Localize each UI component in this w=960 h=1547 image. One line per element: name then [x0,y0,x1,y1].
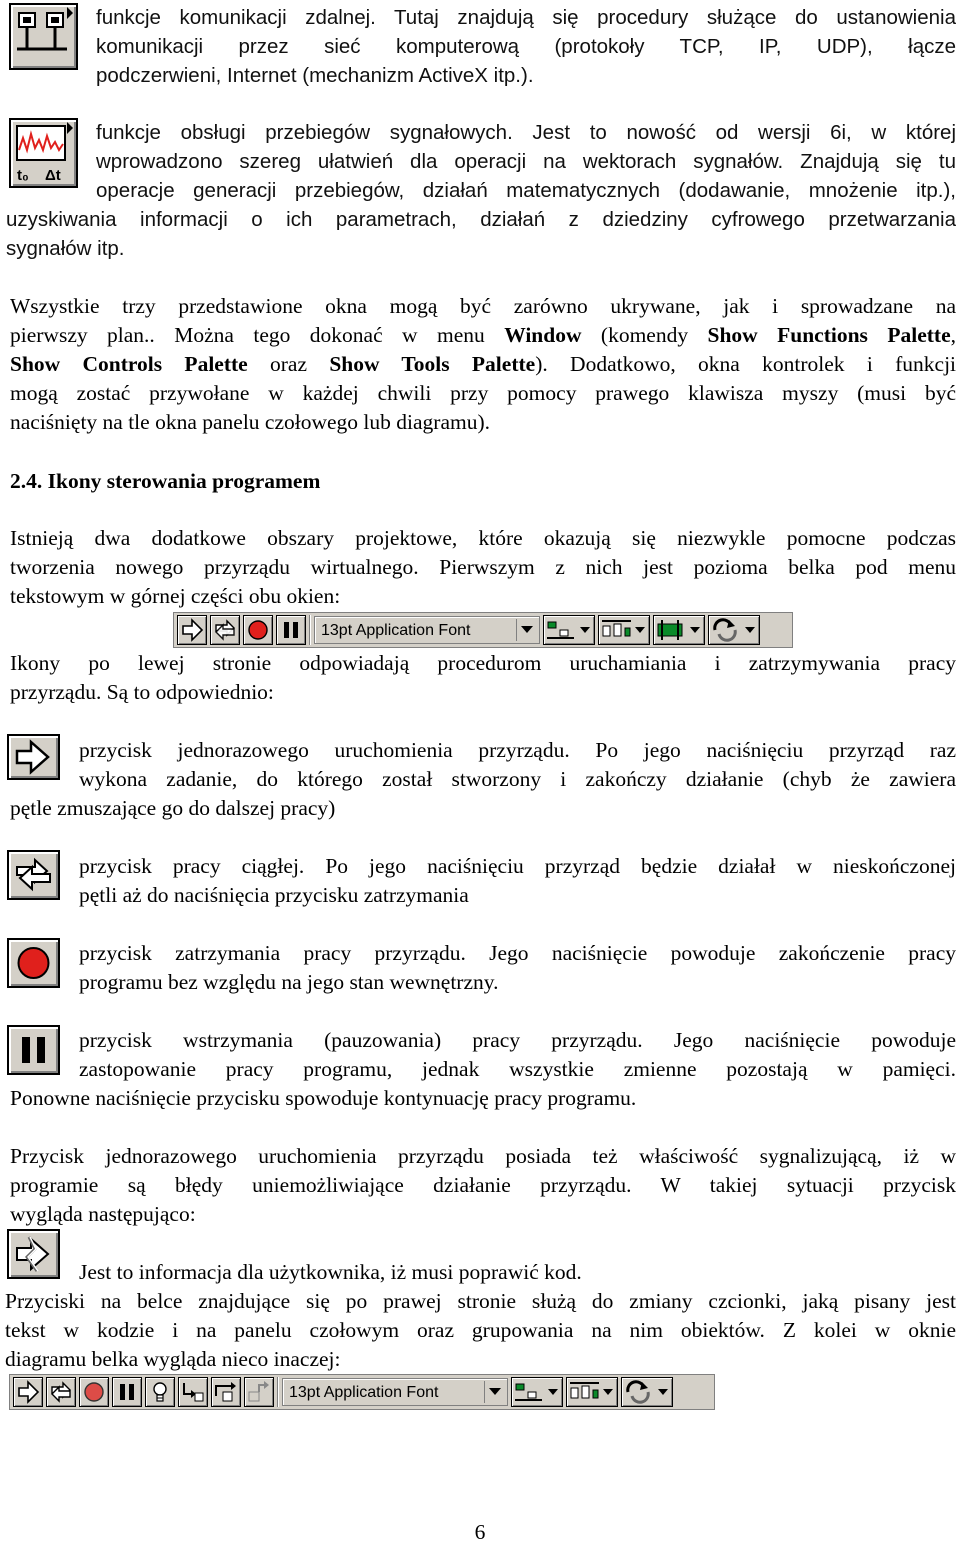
pause-icon [7,1025,60,1075]
section-heading: 2.4. Ikony sterowania programem [10,469,321,493]
diagram-toolbar [9,1374,715,1410]
network-functions-line-2: komunikacji przez sieć komputerową (protokoły TCP, IP, UDP), łącze [96,35,956,58]
resize-objects-button[interactable] [653,615,705,645]
run-continuously-button[interactable] [210,615,240,645]
font-select-value: 13pt Application Font [321,621,471,639]
panel-toolbar [173,612,793,648]
distribute-objects-button-2[interactable] [566,1377,618,1407]
para4-line-2: programie są błędy uniemożliwiające działanie przyrządu. W takiej sytuacji przycisk [10,1173,956,1197]
para1-line-1: Wszystkie trzy przedstawione okna mogą być zarówno ukrywane, jak i sprowadzane na [10,294,956,318]
run-button-2[interactable] [13,1377,43,1407]
para1-line-4: mogą zostać przywołane w każdej chwili przy pomocy prawego klawisza myszy (musi być [10,381,956,405]
step-over-button[interactable] [211,1377,241,1407]
font-select-value-2: 13pt Application Font [289,1383,439,1401]
run-desc-line-1: przycisk jednorazowego uruchomienia przyrządu. Po jego naciśnięciu przyrząd raz [79,738,956,762]
para1-line-2: pierwszy plan.. Można tego dokonać w menu Window (komendy Show Functions Palette, [10,323,956,347]
para4-line-3: wygląda następująco: [10,1202,196,1226]
para1-line-3: Show Controls Palette oraz Show Tools Palette). Dodatkowo, okna kontrolek i funkcji [10,352,956,376]
page-number: 6 [474,1520,486,1544]
distribute-objects-button[interactable] [598,615,650,645]
step-into-button[interactable] [178,1377,208,1407]
broken-run-arrow-icon [7,1229,60,1279]
pause-button[interactable] [276,615,306,645]
broken-run-desc: Jest to informacja dla użytkownika, iż musi poprawić kod. [79,1260,582,1284]
para1-line-5: naciśnięty na tle okna panelu czołowego lub diagramu). [10,410,491,434]
waveform-functions-icon [9,118,78,188]
highlight-execution-button[interactable] [145,1377,175,1407]
font-select[interactable] [314,616,540,644]
toolbar-separator-2 [277,1377,279,1407]
align-objects-button-2[interactable] [511,1377,563,1407]
para2-line-3: tekstowym w górnej części obu okien: [10,584,341,608]
font-select-2[interactable] [282,1378,508,1406]
network-functions-line-3: podczerwieni, Internet (mechanizm ActiveX itp.). [96,64,534,87]
network-functions-icon [9,3,78,70]
abort-desc-line-1: przycisk zatrzymania pracy przyrządu. Jego naciśnięcie powoduje zakończenie pracy [79,941,956,965]
waveform-line-3: operacje generacji przebiegów, działań matematycznych (dodawanie, mnożenie itp.), [96,179,956,202]
abort-stop-icon [7,938,60,988]
para3-line-2: przyrządu. Są to odpowiednio: [10,680,274,704]
chevron-down-icon [516,619,537,641]
run-button[interactable] [177,615,207,645]
waveform-line-1: funkcje obsługi przebiegów sygnałowych. Jest to nowość od wersji 6i, w której [96,121,956,144]
run-desc-line-2: wykona zadanie, do którego został stworzony i zakończy działanie (chyb że zawiera [79,767,956,791]
t0-label: t₀ [17,167,29,184]
chevron-down-icon [484,1381,505,1403]
cmd-show-functions-palette: Show Functions Palette [707,323,951,347]
para5-line-3: diagramu belka wygląda nieco inaczej: [5,1347,341,1371]
pause-desc-line-3: Ponowne naciśnięcie przycisku spowoduje kontynuację pracy programu. [10,1086,637,1110]
para3-line-1: Ikony po lewej stronie odpowiadają procedurom uruchamiania i zatrzymywania pracy [10,651,956,675]
run-desc-line-3: pętle zmuszające go do dalszej pracy) [10,796,336,820]
pause-desc-line-1: przycisk wstrzymania (pauzowania) pracy przyrządu. Jego naciśnięcie powoduje [79,1028,956,1052]
continuous-desc-line-2: pętli aż do naciśnięcia przycisku zatrzymania [79,883,469,907]
pause-button-2[interactable] [112,1377,142,1407]
para2-line-2: tworzenia nowego przyrządu wirtualnego. Pierwszym z nich jest pozioma belka pod menu [10,555,956,579]
continuous-desc-line-1: przycisk pracy ciągłej. Po jego naciśnięciu przyrząd będzie działał w nieskończonej [79,854,956,878]
para4-line-1: Przycisk jednorazowego uruchomienia przyrządu posiada też właściwość sygnalizującą, iż w [10,1144,956,1168]
network-functions-line-1: funkcje komunikacji zdalnej. Tutaj znajdują się procedury służące do ustanowienia [96,6,956,29]
menu-window: Window [504,323,582,347]
run-arrow-icon [7,734,60,780]
abort-desc-line-2: programu bez względu na jego stan wewnętrzny. [79,970,499,994]
waveform-line-2: wprowadzono szereg ułatwień dla operacji na wektorach sygnałów. Znajdują się tu [96,150,956,173]
waveform-line-4: uzyskiwania informacji o ich parametrach, działań z dziedziny cyfrowego przetwarzania [6,208,956,231]
para5-line-2: tekst w kodzie i na panelu czołowym oraz grupowania na nim obiektów. Z kolei w oknie [5,1318,956,1342]
abort-button-2[interactable] [79,1377,109,1407]
run-continuously-icon [7,850,60,900]
reorder-button-2[interactable] [621,1377,673,1407]
cmd-show-controls-palette: Show Controls Palette [10,352,248,376]
delta-t-label: Δt [45,167,61,184]
cmd-show-tools-palette: Show Tools Palette [329,352,536,376]
toolbar-separator [309,615,311,645]
pause-desc-line-2: zastopowanie pracy programu, jednak wszystkie zmienne pozostają w pamięci. [79,1057,956,1081]
para5-line-1: Przyciski na belce znajdujące się po prawej stronie służą do zmiany czcionki, jaką pisany jest [5,1289,956,1313]
align-objects-button[interactable] [543,615,595,645]
reorder-button[interactable] [708,615,760,645]
abort-button[interactable] [243,615,273,645]
step-out-button[interactable] [244,1377,274,1407]
run-continuously-button-2[interactable] [46,1377,76,1407]
waveform-line-5: sygnałów itp. [6,237,125,260]
para2-line-1: Istnieją dwa dodatkowe obszary projektowe, które okazują się niezwykle pomocne podczas [10,526,956,550]
